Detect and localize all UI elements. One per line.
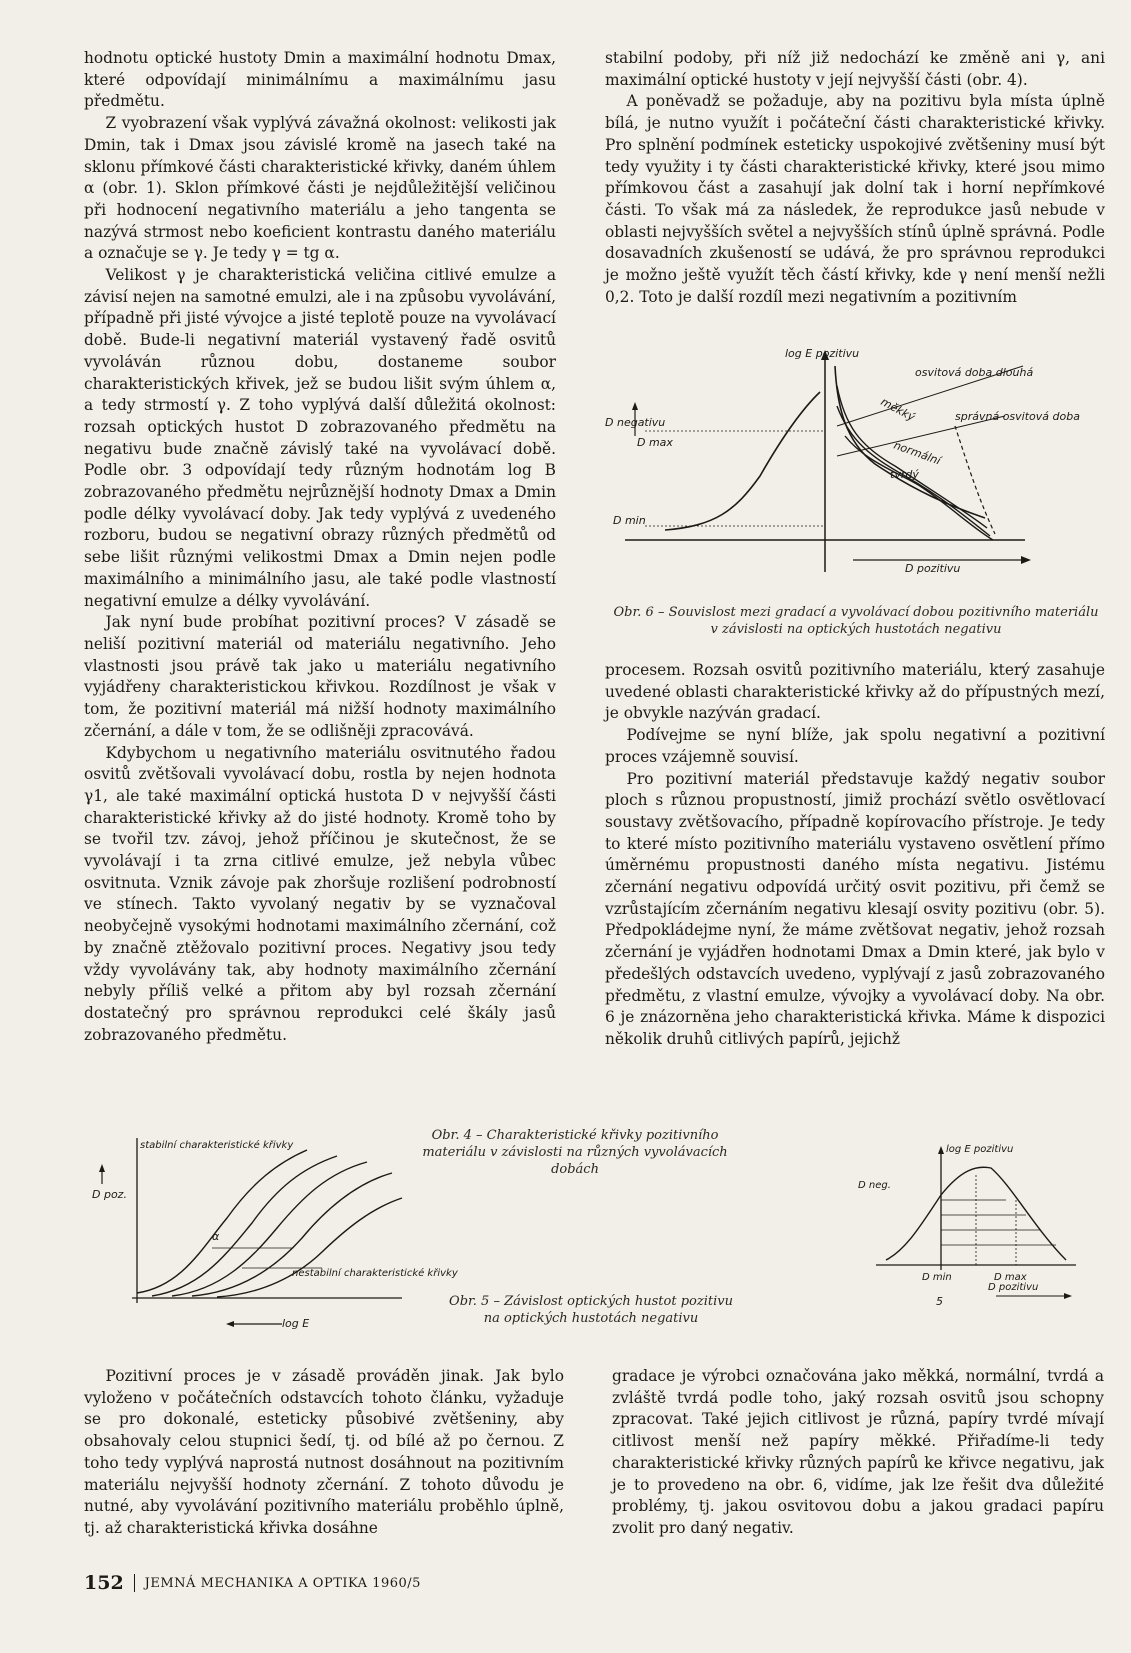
figure-5 bbox=[796, 1140, 1096, 1308]
paragraph: Kdybychom u negativního materiálu osvitnutého řadou osvitů zvětšovali vyvolávací dobu, rostla by nejen hodnota γ1, ale také maximální optická hustota D v nejvyšší části charakteristické křivky až do jisté hodnoty. Kromě toho by se tvořil tzv. závoj, jehož příčinou je skutečnost, že se vyvolávají i ta zrna citlivé emulze, jež nebyla vůbec osvitnuta. Vznik závoje pak zhoršuje rozlišení podrobností ve stínech. Takto vyvolaný negativ by se vyznačoval neobyčejně vysokými hodnotami maximálního zčernání, což by značně ztěžovalo pozitivní proces. Negativy jsou tedy vždy vyvolávány tak, aby hodnoty maximálního zčernání nebyly příliš velké a přitom aby byl rozsah zčernání dostatečný pro správnou reprodukci celé škály jasů zobrazovaného předmětu. bbox=[84, 743, 556, 1044]
page-footer bbox=[84, 1572, 421, 1594]
fig4-label-stable: stabilní charakteristické křivky bbox=[140, 1140, 294, 1151]
paragraph: procesem. Rozsah osvitů pozitivního materiálu, který zasahuje uvedené oblasti charakteristické křivky až do přípustných mezí, je obvykle nazýván gradací. bbox=[605, 661, 1105, 723]
fig5-label-num: 5 bbox=[936, 1295, 943, 1308]
right-column-mid bbox=[605, 660, 1105, 1051]
paragraph: Pro pozitivní materiál představuje každý negativ soubor ploch s různou propustností, jimiž prochází světlo osvětlovací soustavy zvětšovacího, případně kopírovacího přístroje. Je tedy to které místo pozitivního materiálu vystaveno osvětlení přímo úměrnému propustnosti daného místa negativu. Jistému zčernání negativu odpovídá určitý osvit pozitivu, při čemž se vzrůstajícím zčernáním negativu klesají osvity pozitivu (obr. 5). Předpokládejme nyní, že máme zvětšovat negativ, jehož rozsah zčernání je vyjádřen hodnotami Dmax a Dmin které, jak bylo v předešlých odstavcích uvedeno, vyplývají z jasů zobrazovaného předmětu, z vlastní emulze, vývojky a vyvolávací doby. Na obr. 6 je znázorněna jeho charakteristická křivka. Máme k dispozici několik druhů citlivých papírů, jejichž bbox=[605, 769, 1105, 1048]
paragraph: Z vyobrazení však vyplývá závažná okolnost: velikosti jak Dmin, tak i Dmax jsou závislé kromě na jasech také na sklonu přímkové části charakteristické křivky, daném úhlem α (obr. 1). Sklon přímkové části je nejdůležitější veličinou při hodnocení negativního materiálu a jeho tangenta se nazývá strmost nebo koeficient kontrastu daného materiálu a označuje se γ. Je tedy γ = tg α. bbox=[84, 114, 556, 263]
fig4-label-y: D poz. bbox=[92, 1188, 127, 1201]
fig6-label-y-top: log E pozitivu bbox=[785, 347, 860, 360]
fig6-label-correct: správná osvitová doba bbox=[955, 410, 1080, 423]
fig6-label-normal: normální bbox=[891, 438, 943, 468]
fig6-label-long: osvitová doba dlouhá bbox=[915, 366, 1034, 379]
bottom-right-column bbox=[612, 1366, 1104, 1540]
journal-title: JEMNÁ MECHANIKA A OPTIKA 1960/5 bbox=[144, 1575, 421, 1591]
fig6-label-x-bottom: D pozitivu bbox=[905, 562, 961, 575]
left-column bbox=[84, 48, 556, 1046]
fig5-label-d-min: D min bbox=[922, 1272, 952, 1283]
fig6-caption: Obr. 6 – Souvislost mezi gradací a vyvolávací dobou pozitivního materiálu v závislosti na optických hustotách negativu bbox=[613, 605, 1099, 637]
fig5-label-d-max: D max bbox=[994, 1272, 1027, 1283]
fig4-label-x: log E bbox=[282, 1317, 310, 1330]
paragraph: Velikost γ je charakteristická veličina citlivé emulze a závisí nejen na samotné emulzi, ale i na způsobu vyvolávání, případně při jisté vývojce a jisté teplotě pouze na vyvolávací době. Bude-li negativní materiál vystavený řadě osvitů vyvoláván různou dobu, dostaneme soubor charakteristických křivek, jež se budou lišit svým úhlem α, a tedy strmostí γ. Z toho vyplývá další důležitá okolnost: rozsah optických hustot D zobrazovaného předmětu na negativu bude značně závislý také na vyvolávací době. Podle obr. 3 odpovídají tedy různým hodnotám log B zobrazovaného předmětu nejrůznější hodnoty Dmax a Dmin podle délky vyvolávací doby. Jak tedy vyplývá z uvedeného rozboru, budou se negativní obrazy různých předmětů od sebe lišit různými velikostmi Dmax a Dmin nejen podle maximálního a minimálního jasu, ale také podle vlastností negativní emulze a délky vyvolávání. bbox=[84, 266, 556, 610]
bottom-left-column bbox=[84, 1366, 564, 1540]
fig5-label-y-top: log E pozitivu bbox=[946, 1144, 1014, 1155]
fig4-label-unstable: nestabilní charakteristické křivky bbox=[292, 1268, 458, 1279]
paragraph: Pozitivní proces je v zásadě prováděn jinak. Jak bylo vyloženo v počátečních odstavcích tohoto článku, vyžaduje se pro dokonalé, esteticky působivé zvětšeniny, aby obsahovaly celou stupnici šedí, tj. od bílé až po černou. Z toho tedy vyplývá naprostá nutnost dosáhnout na pozitivním materiálu nejvyšší hodnoty zčernání. Z tohoto důvodu je nutné, aby vyvolávání pozitivního materiálu proběhlo úplně, tj. až charakteristická křivka dosáhne bbox=[84, 1367, 564, 1537]
fig5-label-x: D pozitivu bbox=[988, 1282, 1039, 1293]
paragraph: stabilní podoby, při níž již nedochází ke změně ani γ, ani maximální optické hustoty v její nejvyšší části (obr. 4). bbox=[605, 49, 1105, 89]
fig6-label-hard: tvrdý bbox=[890, 468, 919, 481]
fig4-caption: Obr. 4 – Charakteristické křivky pozitivního materiálu v závislosti na různých vyvolávacích dobách bbox=[422, 1128, 728, 1177]
fig6-label-d-max: D max bbox=[637, 436, 673, 449]
paragraph: hodnotu optické hustoty Dmin a maximální hodnotu Dmax, které odpovídají minimálnímu a maximálnímu jasu předmětu. bbox=[84, 49, 556, 111]
figure-6 bbox=[605, 346, 1080, 576]
fig6-label-soft: měkký bbox=[878, 395, 918, 424]
paragraph: A poněvadž se požaduje, aby na pozitivu byla místa úplně bílá, je nutno využít i počáteční části charakteristické křivky. Pro splnění podmínek esteticky uspokojivé zvětšeniny musí být tedy využity i ty části charakteristické křivky, které jsou mimo přímkovou část a zasahují jak dolní tak i horní nepřímkové části. To však má za následek, že reprodukce jasů nebude v oblasti nejvyšších světel a nejvyšších stínů úplně správná. Podle dosavadních zkušeností se udává, že pro správnou reprodukci je možno ještě využít těch částí křivky, kde γ není menší nežli 0,2. Toto je další rozdíl mezi negativním a pozitivním bbox=[605, 92, 1105, 306]
page-number: 152 bbox=[84, 1572, 124, 1594]
footer-divider bbox=[134, 1574, 135, 1592]
fig6-label-d-min: D min bbox=[613, 514, 646, 527]
paragraph: Podívejme se nyní blíže, jak spolu negativní a pozitivní proces vzájemně souvisí. bbox=[605, 726, 1105, 766]
fig6-label-d-neg: D negativu bbox=[605, 416, 666, 429]
paragraph: gradace je výrobci označována jako měkká, normální, tvrdá a zvláště tvrdá podle toho, jaký rozsah osvitů jsou schopny zpracovat. Také jejich citlivost je různá, papíry tvrdé mívají citlivost menší než papíry měkké. Přiřadíme-li tedy charakteristické křivky různých papírů ke křivce negativu, jak je to provedeno na obr. 6, vidíme, jak lze řešit dva důležité problémy, tj. jakou osvitovou dobu a jakou gradaci papíru zvolit pro daný negativ. bbox=[612, 1367, 1104, 1537]
paragraph: Jak nyní bude probíhat pozitivní proces? V zásadě se neliší pozitivní materiál od materiálu negativního. Jeho vlastnosti jsou právě tak jako u materiálu negativního vyjádřeny charakteristickou křivkou. Rozdílnost je však v tom, že pozitivní materiál má nižší hodnoty maximálního zčernání, a dále v tom, že se odlišněji zpracovává. bbox=[84, 613, 556, 740]
fig5-caption: Obr. 5 – Závislost optických hustot pozitivu na optických hustotách negativu bbox=[449, 1294, 733, 1326]
fig5-label-d-neg: D neg. bbox=[858, 1180, 891, 1191]
fig4-label-alpha: α bbox=[212, 1230, 220, 1243]
right-column-top bbox=[605, 48, 1105, 308]
figure-4 bbox=[92, 1128, 458, 1330]
